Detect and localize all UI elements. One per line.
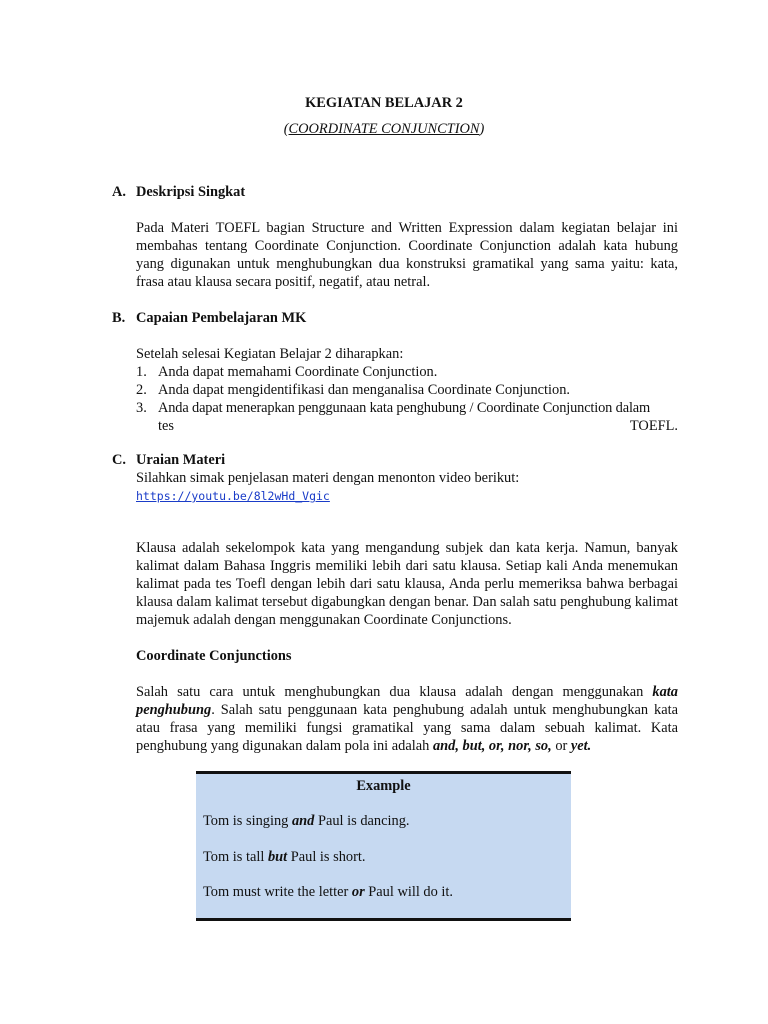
- section-c-intro-block: [136, 469, 678, 505]
- subtitle-open-paren: (: [283, 121, 289, 137]
- section-a-heading: [112, 183, 245, 201]
- conjunction-paragraph: [136, 683, 678, 755]
- example-text: Tom is singing: [203, 813, 292, 829]
- section-c-intro: Silahkan simak penjelasan materi dengan menonton video berikut:: [136, 470, 520, 486]
- example-box: [196, 771, 571, 921]
- conjunction-text: [136, 683, 678, 755]
- conjunction-yet: yet.: [570, 738, 592, 754]
- example-text: Tom must write the letter: [203, 884, 352, 900]
- section-b-title: Capaian Pembelajaran MK: [136, 310, 307, 326]
- section-c-letter: C.: [112, 452, 126, 468]
- list-item: [136, 399, 678, 435]
- section-b-intro: Setelah selesai Kegiatan Belajar 2 diharapkan:: [136, 346, 404, 362]
- example-text: Paul will do it.: [364, 884, 454, 900]
- conjunction-text-part2: . Salah satu penggunaan kata penghubung adalah untuk menghubungkan kata atau frasa yang memiliki fungsi gramatikal yang sama dalam sebuah kalimat. Kata penghubung yang digunakan dalam pola ini adalah: [136, 702, 678, 754]
- section-a-paragraph: [136, 219, 678, 291]
- example-text: Tom is tall: [203, 849, 268, 865]
- list-item-text: Anda dapat menerapkan penggunaan kata penghubung / Coordinate Conjunction dalam: [158, 400, 651, 416]
- conjunction-or-word: or: [551, 738, 571, 754]
- list-item-text: Anda dapat memahami Coordinate Conjunction.: [158, 364, 438, 380]
- section-b-letter: B.: [112, 310, 126, 326]
- example-text: Paul is short.: [287, 849, 366, 865]
- example-text: Paul is dancing.: [314, 813, 410, 829]
- list-number: 1.: [136, 364, 147, 380]
- section-b-heading: [112, 309, 306, 327]
- list-item: [136, 381, 678, 399]
- section-a-title: Deskripsi Singkat: [136, 184, 246, 200]
- list-item-tail-right: TOEFL.: [629, 418, 678, 434]
- conjunction-list: and, but, or, nor, so,: [432, 738, 552, 754]
- example-line-3: [203, 883, 453, 901]
- conjunction-emphasis: kata penghubung: [136, 684, 678, 718]
- section-a-letter: A.: [112, 184, 126, 200]
- list-item-continuation: [158, 417, 678, 435]
- video-link[interactable]: https://youtu.be/8l2wHd_Vgic: [136, 489, 330, 503]
- outcomes-list: [136, 363, 678, 435]
- list-item-text: Anda dapat mengidentifikasi dan menganalisa Coordinate Conjunction.: [158, 382, 571, 398]
- section-b-body: [136, 345, 678, 363]
- list-number: 2.: [136, 382, 147, 398]
- example-line-1: [203, 812, 410, 830]
- example-line-2: [203, 848, 366, 866]
- conjunction-text-part1: Salah satu cara untuk menghubungkan dua klausa adalah dengan menggunakan: [136, 684, 653, 700]
- example-heading: Example: [356, 778, 411, 794]
- example-conjunction: and: [291, 813, 315, 829]
- page-title: KEGIATAN BELAJAR 2: [305, 95, 463, 111]
- klausa-text: Klausa adalah sekelompok kata yang mengandung subjek dan kata kerja. Namun, banyak kalimat dalam Bahasa Inggris memiliki lebih dari satu klausa. Setiap kali Anda menemukan kalimat pada tes Toefl dengan lebih dari satu klausa, Anda perlu memeriksa bahwa berbagai klausa dalam kalimat tersebut digabungkan dengan benar. Dan salah satu penghubung kalimat majemuk adalah dengan menggunakan Coordinate Conjunctions.: [136, 540, 678, 628]
- subtitle-close-paren: ): [479, 121, 485, 137]
- page-subtitle: [0, 120, 768, 138]
- list-number: 3.: [136, 400, 147, 416]
- klausa-paragraph: [136, 539, 678, 629]
- list-item-tail-left: tes: [158, 418, 174, 434]
- coordinate-conjunctions-heading: Coordinate Conjunctions: [136, 648, 292, 664]
- section-c-title: Uraian Materi: [136, 452, 226, 468]
- example-conjunction: or: [351, 884, 365, 900]
- section-a-text: Pada Materi TOEFL bagian Structure and Written Expression dalam kegiatan belajar ini membahas tentang Coordinate Conjunction. Coordinate Conjunction adalah kata hubung yang digunakan untuk menghubungkan dua konstruksi gramatikal yang sama yaitu: kata, frasa atau klausa secara positif, negatif, atau netral.: [136, 220, 678, 290]
- example-conjunction: but: [267, 849, 288, 865]
- list-item: [136, 363, 678, 381]
- section-c-heading: [112, 451, 225, 469]
- subtitle-text: COORDINATE CONJUNCTION: [288, 121, 480, 137]
